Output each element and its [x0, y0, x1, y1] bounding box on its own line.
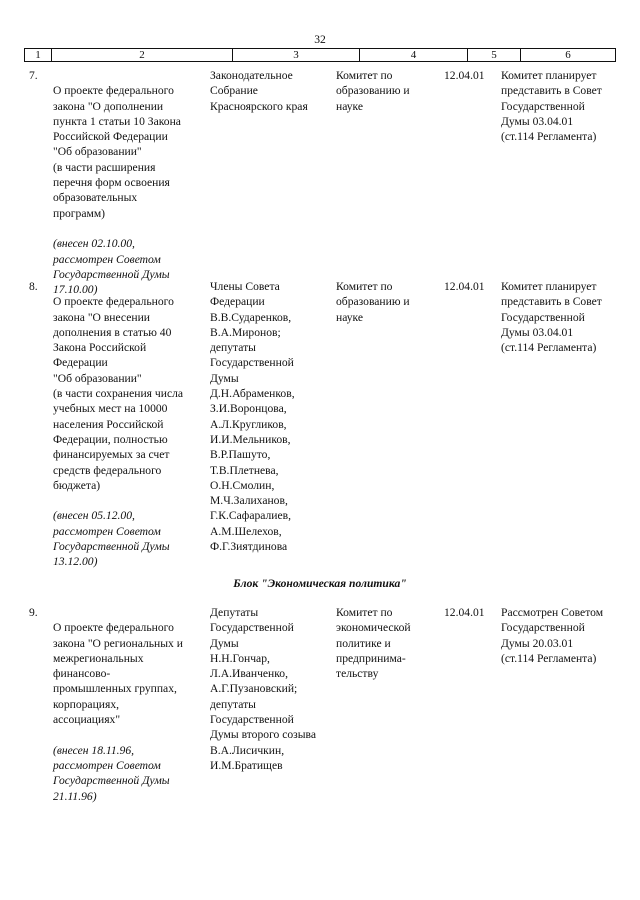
row-number: 8. — [29, 280, 38, 293]
column-header-2: 2 — [139, 49, 145, 61]
bill-status: Комитет планирует представить в Совет Государственной Думы 03.04.01 (ст.114 Регламента) — [501, 280, 602, 355]
review-date: 12.04.01 — [444, 69, 485, 82]
review-date: 12.04.01 — [444, 606, 485, 619]
bill-author: Члены Совета Федерации В.В.Сударенков, В.А.Миронов; депутаты Государственной Думы Д.Н.Абраменков, З.И.Воронцова, А.Л.Кругликов, И.И.Мельников, В.Р.Пашуто, Т.В.Плетнева, О.Н.Смолин, М.Ч.Залиханов, Г.К.Сафаралиев, А.М.Шелехов, Ф.Г.Зиятдинова — [210, 280, 295, 554]
bill-title: О проекте федерального закона "О внесении дополнения в статью 40 Закона Российской Федерации "Об образовании" (в части сохранения числа учебных мест на 10000 населения Российской Федерации, полностью финансируемых за счет средств федерального бюджета) — [53, 295, 184, 492]
column-header-5: 5 — [491, 49, 497, 61]
bill-title: О проекте федерального закона "О дополнении пункта 1 статьи 10 Закона Российской Федерации "Об образовании" (в части расширения перечня форм освоения образовательных программ) — [53, 84, 181, 220]
bill-note: (внесен 05.12.00, рассмотрен Советом Государственной Думы 13.12.00) — [53, 509, 170, 569]
section-heading: Блок "Экономическая политика" — [233, 577, 407, 590]
bill-author: Законодательное Собрание Красноярского края — [210, 69, 308, 113]
bill-title-cell — [53, 605, 209, 819]
column-header-1: 1 — [35, 49, 41, 61]
column-header-6: 6 — [565, 49, 571, 61]
page-number: 32 — [314, 33, 326, 46]
bill-note: (внесен 18.11.96, рассмотрен Советом Государственной Думы 21.11.96) — [53, 743, 170, 803]
bill-note: (внесен 02.10.00, рассмотрен Советом Государственной Думы 17.10.00) — [53, 237, 170, 297]
bill-author: Депутаты Государственной Думы Н.Н.Гончар, Л.А.Иванченко, А.Г.Пузановский; депутаты Государственной Думы второго созыва В.А.Лисичкин, И.М.Братищев — [210, 606, 317, 772]
responsible-committee: Комитет по экономической политике и предпринима- тельству — [336, 606, 411, 681]
column-header-row — [24, 48, 616, 62]
bill-title: О проекте федерального закона "О региональных и межрегиональных финансово- промышленных группах, корпорациях, ассоциациях" — [53, 621, 183, 727]
responsible-committee: Комитет по образованию и науке — [336, 69, 410, 113]
responsible-committee: Комитет по образованию и науке — [336, 280, 410, 324]
column-header-3: 3 — [293, 49, 299, 61]
column-header-4: 4 — [410, 49, 417, 61]
bill-title-cell — [53, 68, 209, 313]
bill-status: Комитет планирует представить в Совет Государственной Думы 03.04.01 (ст.114 Регламента) — [501, 69, 602, 144]
row-number: 7. — [29, 69, 38, 82]
review-date: 12.04.01 — [444, 280, 485, 293]
bill-status: Рассмотрен Советом Государственной Думы 20.03.01 (ст.114 Регламента) — [501, 606, 604, 665]
row-number: 9. — [29, 606, 38, 619]
bill-title-cell — [53, 279, 209, 585]
